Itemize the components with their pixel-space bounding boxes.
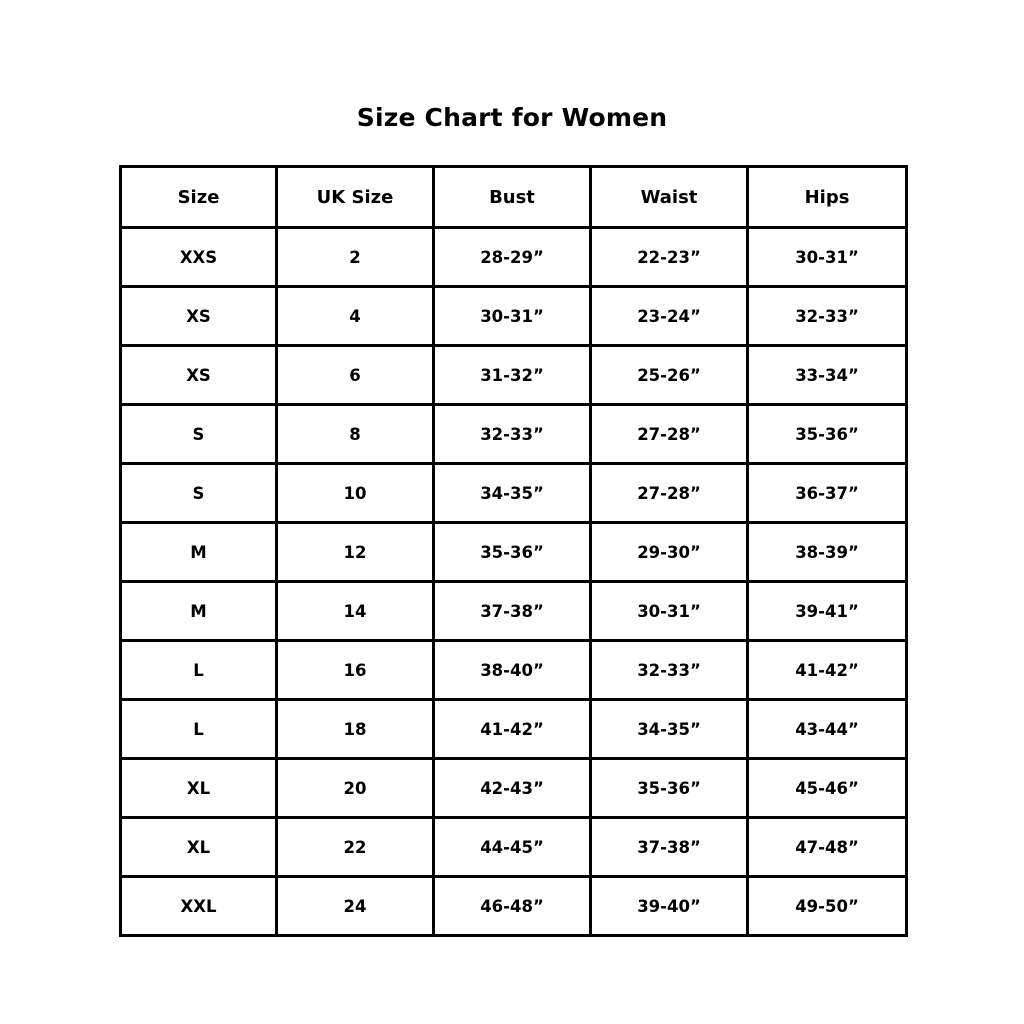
cell-size: XS	[121, 287, 277, 346]
cell-hips: 41-42”	[748, 641, 907, 700]
cell-uk: 18	[277, 700, 434, 759]
table-row	[121, 700, 907, 759]
cell-size: M	[121, 523, 277, 582]
table-row	[121, 228, 907, 287]
cell-uk: 10	[277, 464, 434, 523]
cell-uk: 22	[277, 818, 434, 877]
table-row	[121, 877, 907, 936]
cell-hips: 47-48”	[748, 818, 907, 877]
cell-size: S	[121, 464, 277, 523]
table-row	[121, 464, 907, 523]
cell-waist: 27-28”	[591, 464, 748, 523]
cell-hips: 35-36”	[748, 405, 907, 464]
table-row	[121, 759, 907, 818]
table-body	[121, 228, 907, 936]
cell-bust: 42-43”	[434, 759, 591, 818]
table-header-row	[121, 167, 907, 228]
cell-uk: 14	[277, 582, 434, 641]
cell-uk: 8	[277, 405, 434, 464]
cell-size: S	[121, 405, 277, 464]
column-header-size: Size	[121, 167, 277, 228]
page-title: Size Chart for Women	[356, 103, 668, 132]
table-row	[121, 405, 907, 464]
cell-bust: 38-40”	[434, 641, 591, 700]
cell-hips: 38-39”	[748, 523, 907, 582]
table-row	[121, 582, 907, 641]
cell-uk: 6	[277, 346, 434, 405]
cell-waist: 22-23”	[591, 228, 748, 287]
cell-waist: 32-33”	[591, 641, 748, 700]
cell-bust: 30-31”	[434, 287, 591, 346]
column-header-hips: Hips	[748, 167, 907, 228]
cell-waist: 30-31”	[591, 582, 748, 641]
cell-size: XXL	[121, 877, 277, 936]
column-header-waist: Waist	[591, 167, 748, 228]
table-row	[121, 641, 907, 700]
cell-bust: 34-35”	[434, 464, 591, 523]
column-header-uk-size: UK Size	[277, 167, 434, 228]
cell-bust: 35-36”	[434, 523, 591, 582]
cell-waist: 39-40”	[591, 877, 748, 936]
cell-waist: 37-38”	[591, 818, 748, 877]
cell-hips: 49-50”	[748, 877, 907, 936]
cell-waist: 35-36”	[591, 759, 748, 818]
cell-hips: 36-37”	[748, 464, 907, 523]
cell-uk: 24	[277, 877, 434, 936]
column-header-bust: Bust	[434, 167, 591, 228]
table-row	[121, 818, 907, 877]
cell-uk: 2	[277, 228, 434, 287]
cell-uk: 12	[277, 523, 434, 582]
cell-uk: 16	[277, 641, 434, 700]
cell-bust: 28-29”	[434, 228, 591, 287]
cell-waist: 34-35”	[591, 700, 748, 759]
cell-size: L	[121, 641, 277, 700]
cell-size: XL	[121, 759, 277, 818]
cell-hips: 33-34”	[748, 346, 907, 405]
cell-uk: 4	[277, 287, 434, 346]
table-row	[121, 523, 907, 582]
size-chart-table-wrapper	[119, 165, 905, 937]
size-chart-table	[119, 165, 908, 937]
cell-bust: 44-45”	[434, 818, 591, 877]
cell-size: L	[121, 700, 277, 759]
cell-hips: 43-44”	[748, 700, 907, 759]
cell-size: XL	[121, 818, 277, 877]
cell-size: XS	[121, 346, 277, 405]
cell-hips: 39-41”	[748, 582, 907, 641]
cell-bust: 46-48”	[434, 877, 591, 936]
table-row	[121, 287, 907, 346]
cell-size: XXS	[121, 228, 277, 287]
cell-size: M	[121, 582, 277, 641]
cell-waist: 27-28”	[591, 405, 748, 464]
table-header	[121, 167, 907, 228]
cell-waist: 25-26”	[591, 346, 748, 405]
cell-hips: 45-46”	[748, 759, 907, 818]
cell-bust: 41-42”	[434, 700, 591, 759]
cell-bust: 37-38”	[434, 582, 591, 641]
cell-hips: 30-31”	[748, 228, 907, 287]
cell-hips: 32-33”	[748, 287, 907, 346]
cell-bust: 32-33”	[434, 405, 591, 464]
cell-waist: 23-24”	[591, 287, 748, 346]
table-row	[121, 346, 907, 405]
cell-waist: 29-30”	[591, 523, 748, 582]
cell-uk: 20	[277, 759, 434, 818]
cell-bust: 31-32”	[434, 346, 591, 405]
